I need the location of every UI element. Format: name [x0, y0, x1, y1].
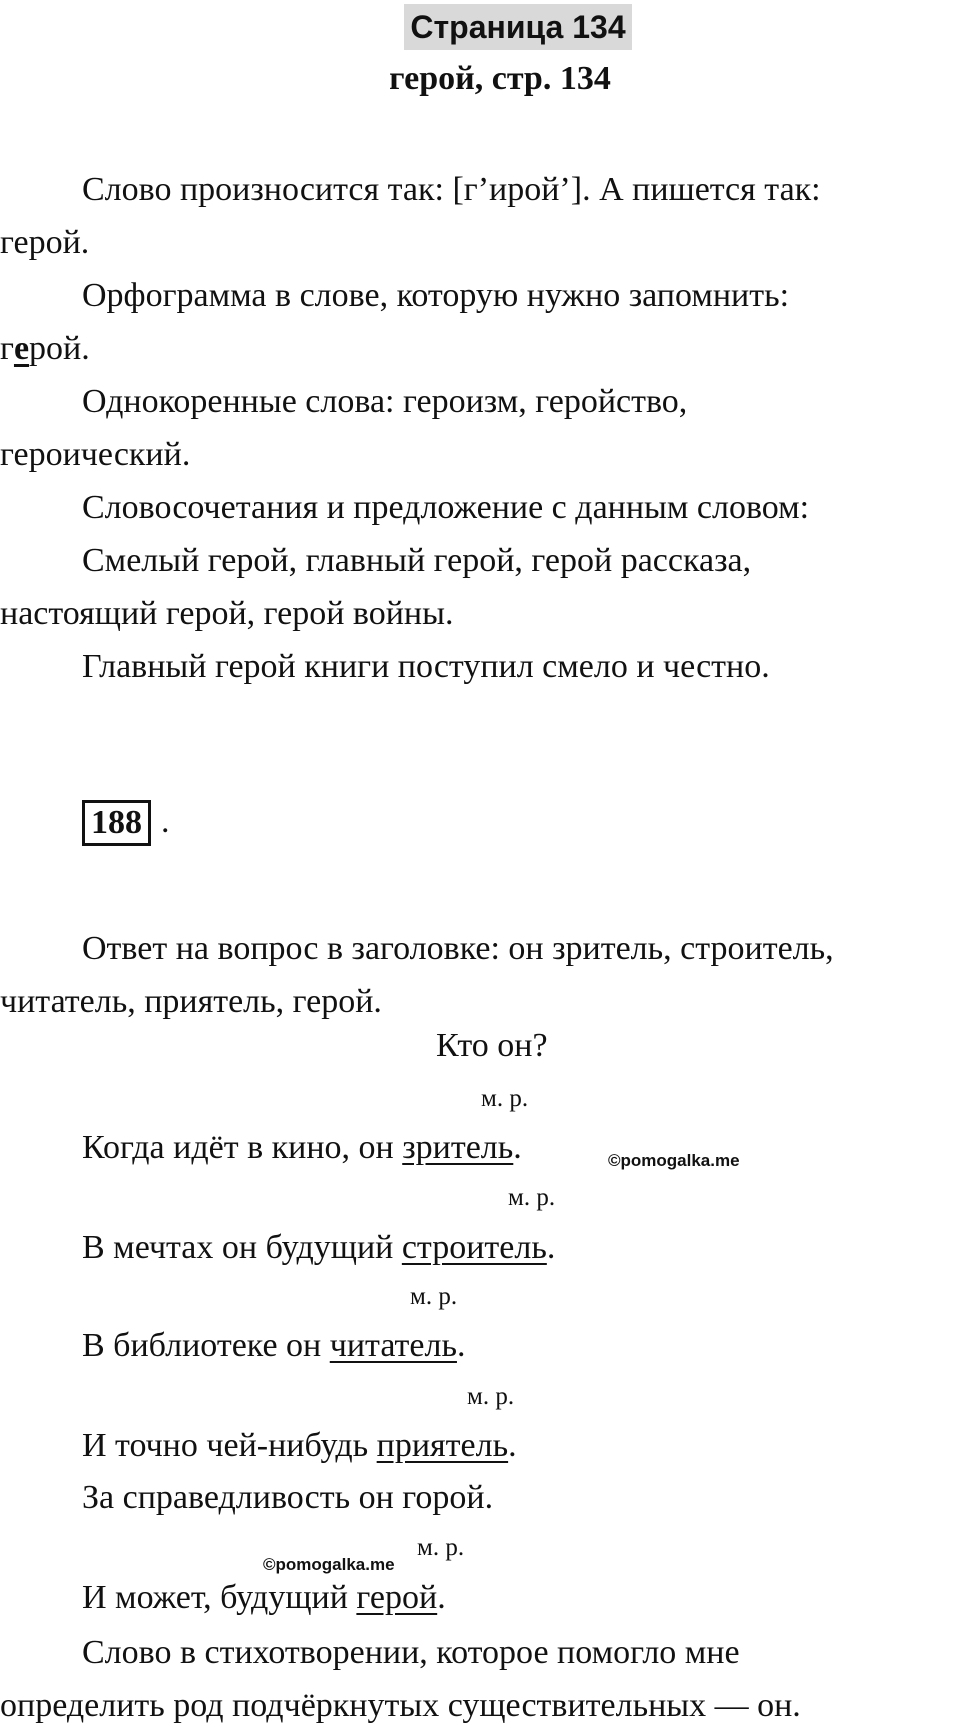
pronunciation-tail: герой. — [0, 224, 90, 261]
underlined-noun: строитель — [401, 1229, 547, 1266]
orthogram-line: Орфограмма в слове, которую нужно запомнить: — [82, 277, 790, 314]
gender-mark: м. р. — [481, 1085, 529, 1112]
answer-tail: читатель, приятель, герой. — [0, 983, 382, 1020]
word-analysis — [0, 163, 960, 693]
conclusion-tail: определить род подчёркнутых существительных — он. — [0, 1687, 801, 1724]
gender-mark: м. р. — [417, 1534, 465, 1561]
underlined-noun: приятель — [376, 1427, 509, 1464]
poem-line: И может, будущий герой. — [82, 1579, 446, 1616]
poem-title: Кто он? — [436, 1027, 548, 1064]
exercise-answer — [0, 922, 960, 1028]
poem-line: И точно чей-нибудь приятель. — [82, 1427, 517, 1464]
orthogram-word: герой. — [0, 330, 90, 367]
underlined-noun: зритель — [402, 1129, 514, 1166]
gender-mark: м. р. — [508, 1184, 556, 1211]
phrases-tail: настоящий герой, герой войны. — [0, 595, 454, 632]
watermark: ©pomogalka.me — [263, 1555, 395, 1574]
gender-mark: м. р. — [467, 1383, 515, 1410]
conclusion — [0, 1626, 960, 1732]
underlined-noun: читатель — [329, 1327, 457, 1364]
phrases-line: Смелый герой, главный герой, герой рассказа, — [82, 542, 752, 579]
underlined-noun: герой — [356, 1579, 438, 1616]
poem-line: За справедливость он горой. — [82, 1479, 494, 1516]
cognates-tail: героический. — [0, 436, 191, 473]
poem-line: В мечтах он будущий строитель. — [82, 1229, 556, 1266]
gender-mark: м. р. — [410, 1283, 458, 1310]
poem-line: В библиотеке он читатель. — [82, 1327, 466, 1364]
page-subtitle: герой, стр. 134 — [389, 60, 611, 97]
page-number-badge: Страница 134 — [404, 4, 631, 50]
cognates-line: Однокоренные слова: героизм, геройство, — [82, 383, 688, 420]
exercise-number: 188 — [82, 800, 151, 846]
example-sentence: Главный герой книги поступил смело и честно. — [82, 648, 770, 685]
exercise-number-dot: . — [161, 803, 170, 840]
watermark: ©pomogalka.me — [608, 1151, 740, 1170]
phrases-label: Словосочетания и предложение с данным словом: — [82, 489, 810, 526]
answer-line: Ответ на вопрос в заголовке: он зритель, строитель, — [82, 930, 834, 967]
page-header — [0, 4, 960, 50]
pronunciation-line: Слово произносится так: [г’ирой’]. А пишется так: — [82, 171, 821, 208]
conclusion-line: Слово в стихотворении, которое помогло мне — [82, 1634, 740, 1671]
poem-line: Когда идёт в кино, он зритель. — [82, 1129, 522, 1166]
orthogram-letter: е — [13, 330, 30, 367]
